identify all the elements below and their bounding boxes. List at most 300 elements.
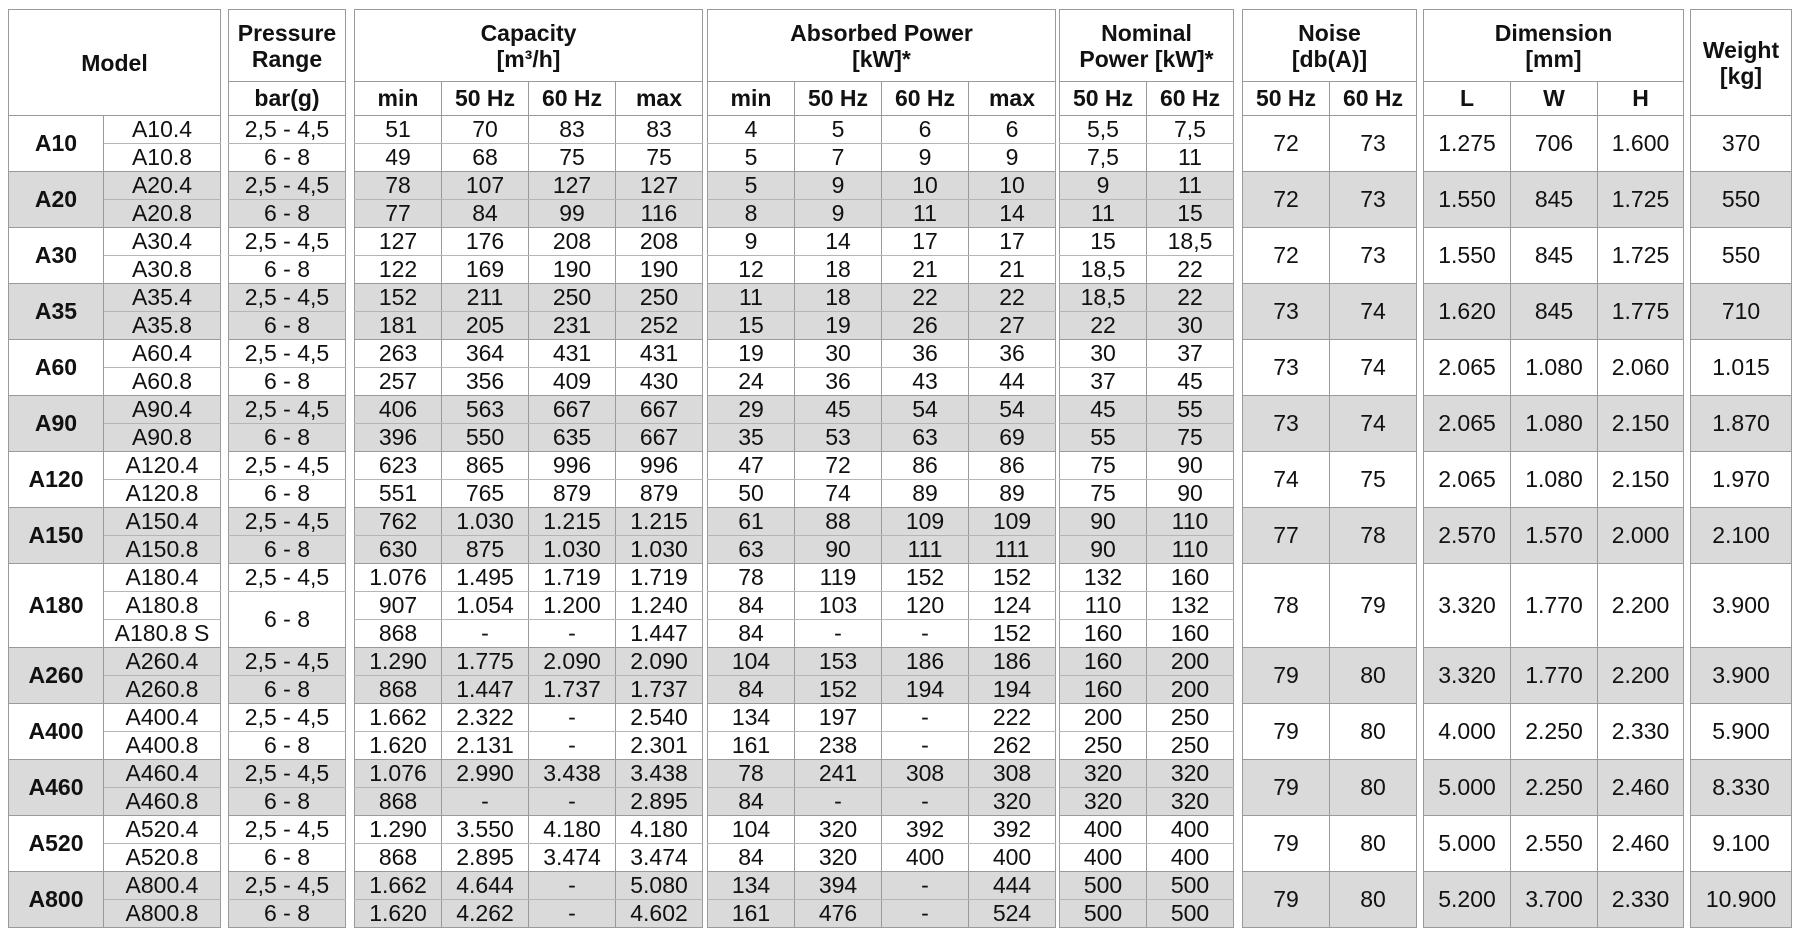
absorbed-power-value: 103 [795, 592, 882, 620]
capacity-value: 99 [529, 200, 616, 228]
table-row [229, 592, 346, 620]
table-row [1060, 312, 1234, 340]
absorbed-power-value: 84 [708, 592, 795, 620]
dimension-value: 1.080 [1511, 340, 1598, 396]
absorbed-power-value: 15 [708, 312, 795, 340]
absorbed-power-value: 36 [969, 340, 1056, 368]
absorbed-power-value: 63 [708, 536, 795, 564]
absorbed-power-value: 194 [882, 676, 969, 704]
absorbed-power-table [707, 9, 1056, 928]
model-variant: A60.8 [104, 368, 221, 396]
table-row [1060, 340, 1234, 368]
capacity-value: 868 [355, 788, 442, 816]
capacity-value: 127 [355, 228, 442, 256]
pressure-range-cell: 6 - 8 [229, 788, 346, 816]
model-variant: A90.8 [104, 424, 221, 452]
table-row [1424, 116, 1684, 172]
capacity-value: 551 [355, 480, 442, 508]
capacity-value: 107 [442, 172, 529, 200]
nominal-power-value: 22 [1147, 256, 1234, 284]
nominal-50hz-col-header: 50 Hz [1060, 82, 1147, 116]
capacity-value: 263 [355, 340, 442, 368]
capacity-value: 1.054 [442, 592, 529, 620]
capacity-value: 1.737 [616, 676, 703, 704]
dimension-value: 845 [1511, 172, 1598, 228]
model-variant: A150.4 [104, 508, 221, 536]
absorbed-power-value: 69 [969, 424, 1056, 452]
table-row [229, 452, 346, 480]
table-row [1424, 172, 1684, 228]
weight-value: 370 [1691, 116, 1792, 172]
model-group-name: A800 [9, 872, 104, 928]
table-row [229, 368, 346, 396]
table-row [1243, 172, 1417, 228]
table-row [1060, 536, 1234, 564]
table-row [229, 788, 346, 816]
model-group-name: A180 [9, 564, 104, 648]
capacity-value: 875 [442, 536, 529, 564]
pressure-range-cell: 2,5 - 4,5 [229, 228, 346, 256]
table-row [9, 872, 221, 900]
table-row [355, 200, 703, 228]
absorbed-power-value: 86 [882, 452, 969, 480]
absorbed-power-value: 74 [795, 480, 882, 508]
pressure-range-header: Pressure Range [229, 10, 346, 82]
table-row [708, 564, 1056, 592]
model-variant: A20.4 [104, 172, 221, 200]
model-variant: A260.4 [104, 648, 221, 676]
table-row [1691, 452, 1792, 508]
capacity-value: 1.662 [355, 872, 442, 900]
noise-value: 77 [1243, 508, 1330, 564]
weight-value: 3.900 [1691, 564, 1792, 648]
noise-value: 73 [1330, 172, 1417, 228]
nominal-power-value: 132 [1060, 564, 1147, 592]
capacity-value: 2.090 [616, 648, 703, 676]
table-row [1060, 788, 1234, 816]
dimension-l-col-header: L [1424, 82, 1511, 116]
model-variant: A400.8 [104, 732, 221, 760]
absorbed-power-value: 14 [795, 228, 882, 256]
noise-value: 72 [1243, 228, 1330, 284]
model-group-name: A90 [9, 396, 104, 452]
nominal-power-value: 90 [1147, 452, 1234, 480]
capacity-value: 635 [529, 424, 616, 452]
absorbed-power-value: 241 [795, 760, 882, 788]
model-variant: A800.4 [104, 872, 221, 900]
table-row [708, 340, 1056, 368]
absorbed-power-value: 238 [795, 732, 882, 760]
table-row [1243, 564, 1417, 648]
weight-value: 1.870 [1691, 396, 1792, 452]
table-row [1691, 760, 1792, 816]
dimension-value: 2.250 [1511, 704, 1598, 760]
nominal-power-value: 18,5 [1060, 256, 1147, 284]
absorbed-power-value: 186 [882, 648, 969, 676]
model-variant: A60.4 [104, 340, 221, 368]
dimension-value: 1.570 [1511, 508, 1598, 564]
absorbed-power-value: 5 [795, 116, 882, 144]
table-row [9, 452, 221, 480]
table-row [1060, 256, 1234, 284]
absorbed-power-value: 47 [708, 452, 795, 480]
absorbed-power-value: 9 [795, 172, 882, 200]
dimension-value: 1.725 [1598, 228, 1684, 284]
nominal-power-value: 37 [1147, 340, 1234, 368]
table-row [1691, 340, 1792, 396]
dimension-value: 2.200 [1598, 648, 1684, 704]
nominal-power-value: 200 [1060, 704, 1147, 732]
capacity-table [354, 9, 703, 928]
table-row [229, 732, 346, 760]
absorbed-power-value: 54 [969, 396, 1056, 424]
absorbed-power-value: 43 [882, 368, 969, 396]
pressure-range-cell: 2,5 - 4,5 [229, 816, 346, 844]
table-row [1691, 116, 1792, 172]
capacity-value: 1.495 [442, 564, 529, 592]
pressure-table [228, 9, 346, 928]
noise-value: 72 [1243, 172, 1330, 228]
absorbed-power-value: 24 [708, 368, 795, 396]
table-row [1691, 648, 1792, 704]
absorbed-power-value: 392 [969, 816, 1056, 844]
table-row [708, 732, 1056, 760]
dimension-value: 3.320 [1424, 648, 1511, 704]
table-row [1424, 340, 1684, 396]
absorbed-power-value: 78 [708, 564, 795, 592]
capacity-value: 250 [529, 284, 616, 312]
capacity-value: 1.719 [616, 564, 703, 592]
table-row [1424, 396, 1684, 452]
model-group-name: A400 [9, 704, 104, 760]
model-variant: A20.8 [104, 200, 221, 228]
capacity-value: 1.030 [442, 508, 529, 536]
table-row [1060, 732, 1234, 760]
nominal-power-value: 75 [1060, 480, 1147, 508]
absorbed-power-value: - [795, 620, 882, 648]
absorbed-power-value: 30 [795, 340, 882, 368]
absorbed-power-value: 5 [708, 172, 795, 200]
table-row [355, 732, 703, 760]
absorbed-power-value: 12 [708, 256, 795, 284]
model-header: Model [9, 10, 221, 116]
absorbed-power-value: 124 [969, 592, 1056, 620]
pressure-range-cell: 2,5 - 4,5 [229, 760, 346, 788]
absorbed-power-value: 72 [795, 452, 882, 480]
dimension-value: 845 [1511, 228, 1598, 284]
capacity-value: 868 [355, 620, 442, 648]
table-row [229, 172, 346, 200]
noise-value: 73 [1330, 228, 1417, 284]
noise-value: 79 [1243, 704, 1330, 760]
capacity-value: - [442, 620, 529, 648]
pressure-range-cell: 2,5 - 4,5 [229, 872, 346, 900]
noise-value: 72 [1243, 116, 1330, 172]
table-row [229, 900, 346, 928]
capacity-value: 996 [616, 452, 703, 480]
absorbed-power-value: 36 [795, 368, 882, 396]
model-variant: A260.8 [104, 676, 221, 704]
table-row [229, 648, 346, 676]
absorbed-power-value: 61 [708, 508, 795, 536]
pressure-range-cell: 2,5 - 4,5 [229, 284, 346, 312]
capacity-value: - [529, 872, 616, 900]
noise-value: 80 [1330, 648, 1417, 704]
table-row [1691, 228, 1792, 284]
model-group-name: A260 [9, 648, 104, 704]
dimension-value: 845 [1511, 284, 1598, 340]
pressure-range-cell: 2,5 - 4,5 [229, 172, 346, 200]
dimension-value: 2.330 [1598, 704, 1684, 760]
table-row [1691, 872, 1792, 928]
nominal-60hz-col-header: 60 Hz [1147, 82, 1234, 116]
table-row [229, 676, 346, 704]
table-row [708, 424, 1056, 452]
absorbed-power-value: 104 [708, 648, 795, 676]
absorbed-power-value: 4 [708, 116, 795, 144]
noise-value: 78 [1330, 508, 1417, 564]
nominal-power-value: 45 [1060, 396, 1147, 424]
table-row [1060, 844, 1234, 872]
table-row [1060, 200, 1234, 228]
absorbed-power-value: 320 [795, 816, 882, 844]
absorbed-power-value: 17 [969, 228, 1056, 256]
absorbed-power-value: 392 [882, 816, 969, 844]
table-row [355, 872, 703, 900]
nominal-power-value: 11 [1147, 144, 1234, 172]
table-row [1424, 760, 1684, 816]
absorbed-power-value: - [882, 788, 969, 816]
model-group-name: A460 [9, 760, 104, 816]
capacity-value: 49 [355, 144, 442, 172]
table-row [9, 340, 221, 368]
absorbed-power-value: 320 [969, 788, 1056, 816]
absorbed-power-value: 320 [795, 844, 882, 872]
dimension-value: 2.570 [1424, 508, 1511, 564]
table-row [1060, 564, 1234, 592]
model-variant: A400.4 [104, 704, 221, 732]
capacity-value: 116 [616, 200, 703, 228]
absorbed-power-value: 111 [882, 536, 969, 564]
absorbed-power-value: 194 [969, 676, 1056, 704]
nominal-power-value: 45 [1147, 368, 1234, 396]
table-row [1060, 816, 1234, 844]
absorbed-power-value: 111 [969, 536, 1056, 564]
model-variant: A180.8 S [104, 620, 221, 648]
capacity-value: 68 [442, 144, 529, 172]
absorbed-power-value: 394 [795, 872, 882, 900]
absorbed-power-max-col-header: max [969, 82, 1056, 116]
capacity-value: 1.620 [355, 900, 442, 928]
nominal-power-value: 160 [1060, 648, 1147, 676]
pressure-range-cell: 2,5 - 4,5 [229, 564, 346, 592]
capacity-value: 623 [355, 452, 442, 480]
model-group-name: A120 [9, 452, 104, 508]
header-unit: [mm] [1525, 45, 1582, 72]
pressure-range-cell: 6 - 8 [229, 480, 346, 508]
model-variant: A10.8 [104, 144, 221, 172]
nominal-power-value: 7,5 [1060, 144, 1147, 172]
panel-absorbed-power [707, 9, 1056, 928]
model-group-name: A35 [9, 284, 104, 340]
absorbed-power-value: 161 [708, 900, 795, 928]
table-row [708, 592, 1056, 620]
capacity-value: 252 [616, 312, 703, 340]
absorbed-power-value: 14 [969, 200, 1056, 228]
dimension-value: 2.550 [1511, 816, 1598, 872]
table-row [1060, 760, 1234, 788]
pressure-range-cell: 2,5 - 4,5 [229, 452, 346, 480]
nominal-power-value: 30 [1147, 312, 1234, 340]
table-row [9, 508, 221, 536]
absorbed-power-min-col-header: min [708, 82, 795, 116]
absorbed-power-value: 84 [708, 620, 795, 648]
table-row [1060, 872, 1234, 900]
dimension-value: 2.250 [1511, 760, 1598, 816]
capacity-value: 1.215 [529, 508, 616, 536]
table-row [708, 788, 1056, 816]
capacity-value: 865 [442, 452, 529, 480]
capacity-value: 762 [355, 508, 442, 536]
absorbed-power-value: 186 [969, 648, 1056, 676]
dimension-value: 2.060 [1598, 340, 1684, 396]
capacity-value: 3.474 [616, 844, 703, 872]
absorbed-power-value: 26 [882, 312, 969, 340]
absorbed-power-value: 6 [969, 116, 1056, 144]
capacity-min-col-header: min [355, 82, 442, 116]
capacity-value: 1.737 [529, 676, 616, 704]
table-row [229, 480, 346, 508]
table-row [355, 900, 703, 928]
capacity-value: 127 [529, 172, 616, 200]
nominal-power-value: 15 [1147, 200, 1234, 228]
model-group-name: A30 [9, 228, 104, 284]
absorbed-power-header [708, 10, 1056, 82]
model-variant: A120.4 [104, 452, 221, 480]
noise-value: 74 [1330, 340, 1417, 396]
dimension-value: 1.080 [1511, 396, 1598, 452]
dimension-value: 2.150 [1598, 396, 1684, 452]
table-row [355, 284, 703, 312]
capacity-value: 996 [529, 452, 616, 480]
absorbed-power-value: - [882, 704, 969, 732]
noise-value: 73 [1330, 116, 1417, 172]
model-group-name: A20 [9, 172, 104, 228]
table-row [355, 312, 703, 340]
absorbed-power-60hz-col-header: 60 Hz [882, 82, 969, 116]
table-row [9, 760, 221, 788]
dimension-value: 1.725 [1598, 172, 1684, 228]
table-row [229, 340, 346, 368]
table-row [355, 816, 703, 844]
nominal-power-value: 55 [1060, 424, 1147, 452]
capacity-value: 667 [616, 424, 703, 452]
absorbed-power-value: - [882, 872, 969, 900]
table-row [1243, 284, 1417, 340]
capacity-value: 257 [355, 368, 442, 396]
capacity-value: 5.080 [616, 872, 703, 900]
table-row [355, 760, 703, 788]
table-row [708, 704, 1056, 732]
capacity-value: 2.090 [529, 648, 616, 676]
capacity-value: 1.076 [355, 760, 442, 788]
noise-value: 75 [1330, 452, 1417, 508]
nominal-power-table [1059, 9, 1234, 928]
absorbed-power-value: - [882, 900, 969, 928]
noise-value: 74 [1243, 452, 1330, 508]
table-row [229, 816, 346, 844]
weight-value: 1.970 [1691, 452, 1792, 508]
nominal-power-value: 55 [1147, 396, 1234, 424]
table-row [1691, 816, 1792, 872]
absorbed-power-value: 88 [795, 508, 882, 536]
weight-value: 710 [1691, 284, 1792, 340]
dimension-value: 2.150 [1598, 452, 1684, 508]
table-row [355, 648, 703, 676]
table-row [1243, 816, 1417, 872]
dimension-value: 2.065 [1424, 452, 1511, 508]
table-row [229, 564, 346, 592]
absorbed-power-value: 7 [795, 144, 882, 172]
nominal-power-value: 18,5 [1147, 228, 1234, 256]
model-variant: A30.8 [104, 256, 221, 284]
capacity-value: 211 [442, 284, 529, 312]
absorbed-power-value: 161 [708, 732, 795, 760]
pressure-range-cell: 6 - 8 [229, 732, 346, 760]
capacity-value: 1.290 [355, 648, 442, 676]
noise-value: 73 [1243, 340, 1330, 396]
pressure-range-cell: 6 - 8 [229, 424, 346, 452]
table-row [1424, 284, 1684, 340]
table-row [1060, 508, 1234, 536]
header-unit: Power [kW]* [1079, 45, 1214, 72]
table-row [1060, 452, 1234, 480]
absorbed-power-value: 90 [795, 536, 882, 564]
table-row [355, 788, 703, 816]
capacity-value: 3.438 [616, 760, 703, 788]
dimension-h-col-header: H [1598, 82, 1684, 116]
table-row [708, 816, 1056, 844]
absorbed-power-value: 9 [708, 228, 795, 256]
table-row [1424, 704, 1684, 760]
dimension-value: 5.000 [1424, 816, 1511, 872]
absorbed-power-value: 89 [882, 480, 969, 508]
panel-dimension [1423, 9, 1684, 928]
absorbed-power-value: 262 [969, 732, 1056, 760]
absorbed-power-value: 444 [969, 872, 1056, 900]
absorbed-power-value: 120 [882, 592, 969, 620]
capacity-value: 78 [355, 172, 442, 200]
pressure-range-cell: 6 - 8 [229, 312, 346, 340]
panel-nominal-power [1059, 9, 1234, 928]
table-row [229, 760, 346, 788]
model-variant: A180.4 [104, 564, 221, 592]
dimension-value: 1.600 [1598, 116, 1684, 172]
table-row [708, 256, 1056, 284]
capacity-header [355, 10, 703, 82]
noise-value: 79 [1243, 872, 1330, 928]
table-row [229, 704, 346, 732]
table-row [9, 116, 221, 144]
capacity-value: - [529, 788, 616, 816]
absorbed-power-value: 153 [795, 648, 882, 676]
table-row [229, 844, 346, 872]
noise-50hz-col-header: 50 Hz [1243, 82, 1330, 116]
table-row [355, 704, 703, 732]
table-row [1424, 648, 1684, 704]
noise-value: 73 [1243, 284, 1330, 340]
absorbed-power-value: 45 [795, 396, 882, 424]
